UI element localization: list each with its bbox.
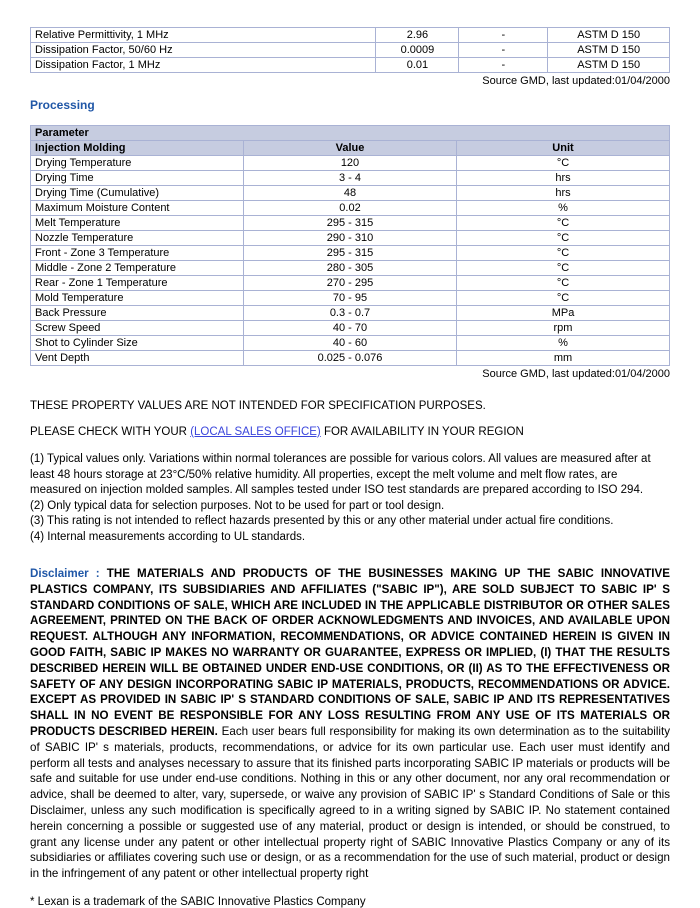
parameter-cell: Drying Temperature — [31, 156, 244, 171]
value-cell: 295 - 315 — [244, 246, 457, 261]
property-dash-cell: - — [459, 58, 548, 73]
disclaimer-bold-text: THE MATERIALS AND PRODUCTS OF THE BUSINESSES MAKING UP THE SABIC INNOVATIVE PLASTICS COMPANY, ITS SUBSIDIARIES AND AFFILIATES ("SABIC IP"), ARE SOLD SUBJECT TO SABIC IP' S STANDARD CONDITIONS OF SALE, WHICH ARE INCLUDED IN THE APPLICABLE DISTRIBUTOR OR OTHER SALES AGREEMENT, PRINTED ON THE BACK OF ORDER ACKNOWLEDGMENTS AND INVOICES, AND AVAILABLE UPON REQUEST. ALTHOUGH ANY INFORMATION, RECOMMENDATIONS, OR ADVICE CONTAINED HEREIN IS GIVEN IN GOOD FAITH, SABIC IP MAKES NO WARRANTY OR GUARANTEE, EXPRESS OR IMPLIED, (I) THAT THE RESULTS DESCRIBED HEREIN WILL BE OBTAINED UNDER END-USE CONDITIONS, OR (II) AS TO THE EFFECTIVENESS OR SAFETY OF ANY DESIGN INCORPORATING SABIC IP MATERIALS, PRODUCTS, RECOMMENDATIONS OR ADVICE. EXCEPT AS PROVIDED IN SABIC IP' S STANDARD CONDITIONS OF SALE, SABIC IP AND ITS REPRESENTATIVES SHALL IN NO EVENT BE RESPONSIBLE FOR ANY LOSS RESULTING FROM ANY USE OF ITS MATERIALS OR PRODUCTS DESCRIBED HEREIN. — [30, 567, 670, 738]
property-value-cell: 0.0009 — [376, 43, 459, 58]
group-header-cell: Parameter — [31, 126, 670, 141]
table-row — [31, 171, 670, 186]
table-row — [31, 261, 670, 276]
parameter-cell: Mold Temperature — [31, 291, 244, 306]
parameter-cell: Middle - Zone 2 Temperature — [31, 261, 244, 276]
section-heading-processing: Processing — [30, 98, 95, 112]
footnote-4: (4) Internal measurements according to UL standards. — [30, 530, 306, 543]
property-standard-cell: ASTM D 150 — [548, 28, 670, 43]
property-name-cell: Dissipation Factor, 50/60 Hz — [31, 43, 376, 58]
unit-cell: °C — [457, 156, 670, 171]
table-row — [31, 156, 670, 171]
unit-cell: mm — [457, 351, 670, 366]
unit-cell: hrs — [457, 171, 670, 186]
value-cell: 40 - 70 — [244, 321, 457, 336]
parameter-cell: Screw Speed — [31, 321, 244, 336]
source-note: Source GMD, last updated:01/04/2000 — [482, 75, 670, 87]
value-cell: 120 — [244, 156, 457, 171]
value-cell: 290 - 310 — [244, 231, 457, 246]
property-dash-cell: - — [459, 28, 548, 43]
unit-cell: °C — [457, 261, 670, 276]
value-cell: 0.3 - 0.7 — [244, 306, 457, 321]
availability-prefix: PLEASE CHECK WITH YOUR — [30, 426, 191, 438]
property-standard-cell: ASTM D 150 — [548, 58, 670, 73]
unit-cell: % — [457, 336, 670, 351]
table-row — [31, 43, 670, 58]
column-header-value: Value — [244, 141, 457, 156]
footnote-2: (2) Only typical data for selection purposes. Not to be used for part or tool design. — [30, 499, 445, 512]
availability-suffix: FOR AVAILABILITY IN YOUR REGION — [320, 426, 524, 438]
parameter-cell: Front - Zone 3 Temperature — [31, 246, 244, 261]
table-row — [31, 58, 670, 73]
parameter-cell: Shot to Cylinder Size — [31, 336, 244, 351]
footnote-1: (1) Typical values only. Variations within normal tolerances are possible for various colors. All values are measured after at least 48 hours storage at 23°C/50% relative humidity. All properties, except the melt volume and melt flow rates, are measured on injection molded samples. All samples tested under ISO test standards are prepared according to ISO 294. — [30, 453, 651, 496]
disclaimer-label: Disclaimer : — [30, 567, 100, 580]
parameter-cell: Back Pressure — [31, 306, 244, 321]
unit-cell: % — [457, 201, 670, 216]
footnote-3: (3) This rating is not intended to reflect hazards presented by this or any other material under actual fire conditions. — [30, 515, 614, 527]
table-row — [31, 291, 670, 306]
parameter-cell: Drying Time — [31, 171, 244, 186]
value-cell: 0.02 — [244, 201, 457, 216]
table-header-row — [31, 141, 670, 156]
value-cell: 40 - 60 — [244, 336, 457, 351]
parameter-cell: Melt Temperature — [31, 216, 244, 231]
table-row — [31, 336, 670, 351]
electrical-properties-table — [30, 27, 670, 73]
table-row — [31, 351, 670, 366]
disclaimer-paragraph — [30, 566, 670, 882]
parameter-cell: Rear - Zone 1 Temperature — [31, 276, 244, 291]
injection-molding-table — [30, 125, 670, 366]
table-row — [31, 276, 670, 291]
source-note: Source GMD, last updated:01/04/2000 — [482, 368, 670, 380]
unit-cell: °C — [457, 276, 670, 291]
column-header-parameter: Injection Molding — [31, 141, 244, 156]
property-value-cell: 0.01 — [376, 58, 459, 73]
table-row — [31, 201, 670, 216]
value-cell: 270 - 295 — [244, 276, 457, 291]
local-sales-office-link[interactable]: (LOCAL SALES OFFICE) — [190, 426, 321, 438]
table-row — [31, 306, 670, 321]
property-name-cell: Relative Permittivity, 1 MHz — [31, 28, 376, 43]
value-cell: 0.025 - 0.076 — [244, 351, 457, 366]
table-group-header-row — [31, 126, 670, 141]
value-cell: 3 - 4 — [244, 171, 457, 186]
value-cell: 70 - 95 — [244, 291, 457, 306]
table-row — [31, 321, 670, 336]
trademark-note: * Lexan is a trademark of the SABIC Innovative Plastics Company — [30, 895, 366, 908]
table-row — [31, 186, 670, 201]
table-row — [31, 231, 670, 246]
disclaimer-regular-text: Each user bears full responsibility for making its own determination as to the suitability of SABIC IP' s materials, products, recommendations, or advice for its own particular use. Each user must identify and perform all tests and analyses necessary to assure that its finished parts incorporating SABIC IP materials or products will be safe and suitable for use under end-use conditions. Nothing in this or any other document, nor any oral recommendation or advice, shall be deemed to alter, vary, supersede, or waive any provision of SABIC IP' s Standard Conditions of Sale or this Disclaimer, unless any such modification is specifically agreed to in a writing signed by SABIC IP. No statement contained herein concerning a possible or suggested use of any material, product or design is intended, or should be construed, to grant any license under any patent or other intellectual property right of SABIC Innovative Plastics Company or any of its subsidiaries or affiliates covering such use or design, or as a recommendation for the use of such material, product or design in the infringement of any patent or other intellectual property right — [30, 724, 671, 881]
unit-cell: °C — [457, 216, 670, 231]
table-row — [31, 246, 670, 261]
availability-line — [30, 426, 670, 438]
unit-cell: °C — [457, 291, 670, 306]
value-cell: 48 — [244, 186, 457, 201]
parameter-cell: Maximum Moisture Content — [31, 201, 244, 216]
unit-cell: hrs — [457, 186, 670, 201]
parameter-cell: Vent Depth — [31, 351, 244, 366]
parameter-cell: Drying Time (Cumulative) — [31, 186, 244, 201]
property-standard-cell: ASTM D 150 — [548, 43, 670, 58]
property-value-cell: 2.96 — [376, 28, 459, 43]
unit-cell: °C — [457, 231, 670, 246]
table-row — [31, 216, 670, 231]
property-dash-cell: - — [459, 43, 548, 58]
column-header-unit: Unit — [457, 141, 670, 156]
table-row — [31, 28, 670, 43]
unit-cell: °C — [457, 246, 670, 261]
unit-cell: MPa — [457, 306, 670, 321]
property-name-cell: Dissipation Factor, 1 MHz — [31, 58, 376, 73]
footnotes — [30, 452, 670, 545]
specification-note: THESE PROPERTY VALUES ARE NOT INTENDED FOR SPECIFICATION PURPOSES. — [30, 400, 486, 412]
parameter-cell: Nozzle Temperature — [31, 231, 244, 246]
unit-cell: rpm — [457, 321, 670, 336]
value-cell: 280 - 305 — [244, 261, 457, 276]
value-cell: 295 - 315 — [244, 216, 457, 231]
